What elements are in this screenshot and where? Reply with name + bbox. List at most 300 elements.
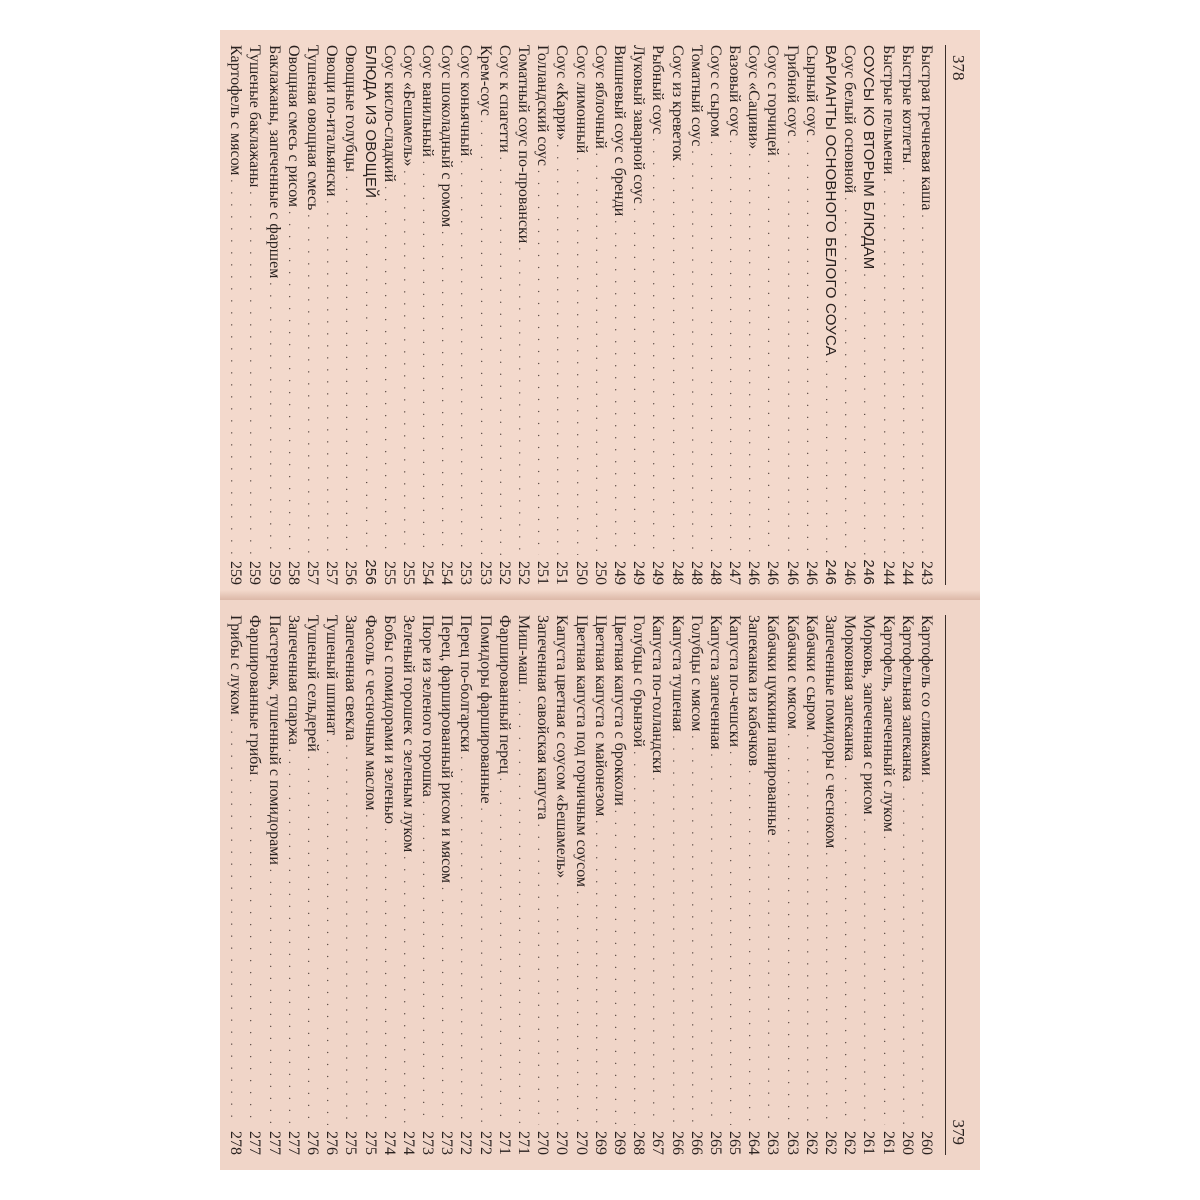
toc-entry — [687, 45, 706, 585]
toc-entry-title: Тушеные баклажаны — [246, 45, 264, 188]
toc-leader-dots — [781, 141, 800, 555]
toc-leader-dots — [877, 178, 896, 555]
toc-entry-title: Капуста по-голландски — [649, 615, 667, 774]
toc-entry — [591, 45, 610, 585]
toc-entry-page: 268 — [630, 1131, 648, 1155]
table-of-contents — [226, 615, 936, 1155]
toc-entry — [495, 45, 514, 585]
toc-entry-title: Бобы с помидорами и зеленью — [380, 615, 398, 824]
toc-leader-dots — [705, 754, 724, 1125]
toc-entry-title: Кабачки цуккини панированные — [764, 615, 782, 836]
toc-entry — [456, 45, 475, 585]
toc-entry-page: 246 — [783, 561, 801, 585]
toc-leader-dots — [379, 186, 398, 555]
toc-entry-title: Картофель со сливками — [918, 615, 935, 776]
toc-entry-page: 248 — [668, 561, 686, 585]
toc-leader-dots — [705, 141, 724, 555]
toc-entry-title: Голубцы с брынзой — [630, 615, 648, 748]
toc-leader-dots — [724, 751, 743, 1125]
toc-entry-page: 269 — [591, 1131, 609, 1155]
toc-entry-page: 254 — [419, 561, 437, 585]
toc-entry-page: 276 — [304, 1131, 321, 1155]
toc-leader-dots — [666, 165, 685, 555]
toc-entry-title: Соус белый основной — [841, 45, 859, 194]
toc-entry-page: 273 — [438, 1131, 456, 1155]
toc-entry — [552, 615, 571, 1155]
toc-entry-page: 246 — [822, 559, 840, 585]
toc-entry-page: 271 — [515, 1131, 533, 1155]
toc-entry-page: 263 — [764, 1131, 782, 1155]
toc-entry-title: СОУСЫ КО ВТОРЫМ БЛЮДАМ — [860, 45, 878, 270]
toc-leader-dots — [263, 869, 282, 1125]
toc-entry-page: 265 — [706, 1131, 724, 1155]
toc-entry-page: 259 — [265, 561, 283, 585]
toc-entry-title: Картофельная запеканка — [898, 615, 916, 782]
toc-entry-page: 270 — [534, 1131, 552, 1155]
toc-entry-title: Тушеный шпинат — [323, 615, 341, 735]
toc-entry-title: Картофель, запеченный с луком — [879, 615, 897, 832]
toc-entry-title: Запеканка из кабачков — [745, 615, 763, 767]
toc-leader-dots — [417, 801, 436, 1125]
toc-section-heading — [821, 45, 840, 585]
toc-entry-title: Капуста запеченная — [706, 615, 724, 750]
toc-entry-title: Луковый заварной соус — [630, 45, 648, 204]
toc-entry — [533, 45, 552, 585]
toc-leader-dots — [628, 751, 647, 1125]
toc-entry-title: Быстрые котлеты — [898, 45, 916, 164]
toc-leader-dots — [839, 197, 858, 555]
toc-entry-title: Фаршированные грибы — [246, 615, 264, 776]
toc-entry-page: 278 — [227, 1131, 245, 1155]
toc-entry-page: 246 — [860, 559, 878, 585]
toc-entry-title: Грибной соус — [783, 45, 801, 137]
toc-leader-dots — [244, 779, 263, 1125]
toc-entry — [456, 615, 475, 1155]
toc-leader-dots — [321, 739, 340, 1125]
toc-entry — [706, 45, 725, 585]
toc-entry — [418, 45, 437, 585]
toc-entry — [706, 615, 725, 1155]
toc-entry — [648, 45, 667, 585]
toc-leader-dots — [647, 777, 666, 1125]
toc-entry — [264, 615, 283, 1155]
toc-entry-title: ВАРИАНТЫ ОСНОВНОГО БЕЛОГО СОУСА — [822, 45, 840, 356]
toc-leader-dots — [436, 887, 455, 1125]
toc-entry-page: 272 — [476, 1131, 494, 1155]
toc-leader-dots — [820, 360, 839, 555]
toc-entry-page: 249 — [630, 561, 648, 585]
toc-entry-title: Перец, фаршированный рисом и мясом — [438, 615, 456, 884]
toc-entry — [284, 45, 303, 585]
toc-leader-dots — [647, 138, 666, 555]
toc-leader-dots — [225, 179, 244, 555]
toc-entry — [667, 45, 686, 585]
toc-entry-title: Быстрая гречневая каша — [918, 45, 935, 211]
toc-entry-page: 270 — [553, 1131, 571, 1155]
toc-entry-page: 246 — [802, 561, 820, 585]
toc-entry — [898, 45, 917, 585]
toc-entry — [629, 615, 648, 1155]
toc-entry-page: 251 — [553, 561, 571, 585]
toc-leader-dots — [590, 820, 609, 1125]
toc-entry-title: Грибы с луком — [227, 615, 245, 715]
toc-entry-title: Томатный соус по-провански — [515, 45, 533, 244]
toc-entry — [571, 45, 590, 585]
toc-entry-page: 262 — [802, 1131, 820, 1155]
toc-entry — [744, 45, 763, 585]
toc-entry-page: 255 — [380, 561, 398, 585]
toc-leader-dots — [494, 157, 513, 555]
toc-entry — [322, 45, 341, 585]
toc-leader-dots — [858, 818, 877, 1125]
toc-entry-title: Зеленый горошек с зеленым луком — [399, 615, 417, 853]
toc-entry-title: Капуста цветная с соусом «Бешамель» — [553, 615, 571, 879]
toc-entry-title: Помидоры фаршированные — [476, 615, 494, 804]
toc-entry-title: Кабачки с сыром — [802, 615, 820, 731]
toc-entry-page: 248 — [706, 561, 724, 585]
toc-entry-title: Голландский соус — [534, 45, 552, 166]
toc-entry-page: 252 — [515, 561, 533, 585]
toc-entry-page: 246 — [841, 561, 859, 585]
toc-entry-page: 252 — [495, 561, 513, 585]
toc-entry — [648, 615, 667, 1155]
page-number: 378 — [949, 55, 968, 81]
toc-entry-page: 266 — [668, 1131, 686, 1155]
toc-entry — [341, 615, 360, 1155]
toc-entry-page: 267 — [649, 1131, 667, 1155]
toc-entry-title: Соус «Сациви» — [745, 45, 763, 150]
toc-entry — [744, 615, 763, 1155]
toc-entry-title: Фаршированный перец — [495, 615, 513, 774]
toc-entry-page: 251 — [534, 561, 552, 585]
toc-entry — [380, 45, 399, 585]
toc-entry — [341, 45, 360, 585]
toc-entry-title: Голубцы с мясом — [687, 615, 705, 732]
toc-leader-dots — [474, 120, 493, 555]
toc-entry — [418, 615, 437, 1155]
toc-entry-page: 259 — [227, 561, 245, 585]
toc-entry-page: 260 — [898, 1131, 916, 1155]
toc-leader-dots — [743, 770, 762, 1125]
toc-entry-page: 264 — [745, 1131, 763, 1155]
toc-entry-title: Морковная запеканка — [841, 615, 859, 762]
toc-entry-title: Запеченная спаржа — [284, 615, 302, 745]
toc-entry-page: 259 — [246, 561, 264, 585]
toc-entry — [245, 45, 264, 585]
toc-entry-page: 265 — [726, 1131, 744, 1155]
toc-entry — [552, 45, 571, 585]
toc-entry-title: Соус кисло-сладкий — [380, 45, 398, 183]
toc-leader-dots — [590, 153, 609, 555]
toc-leader-dots — [801, 140, 820, 555]
toc-entry-title: Соус шоколадный с ромом — [438, 45, 456, 228]
toc-entry — [840, 615, 859, 1155]
toc-entry-title: Крем-соус — [476, 45, 494, 116]
toc-entry-page: 276 — [323, 1131, 341, 1155]
toc-entry — [859, 615, 878, 1155]
toc-leader-dots — [897, 786, 916, 1125]
toc-entry-page: 269 — [611, 1131, 628, 1155]
toc-entry-title: Соус коньячный — [457, 45, 475, 157]
toc-leader-dots — [781, 733, 800, 1125]
toc-entry-title: Запеченные помидоры с чесноком — [822, 615, 840, 849]
toc-entry-page: 246 — [764, 561, 782, 585]
toc-leader-dots — [455, 160, 474, 555]
toc-entry-title: Картофель с мясом — [227, 45, 245, 176]
toc-entry-title: Миш-маш — [515, 615, 533, 685]
toc-entry-title: Баклажаны, запеченные с фаршем — [265, 45, 283, 279]
toc-entry-title: Фасоль с чесночным маслом — [361, 615, 379, 811]
toc-entry — [399, 615, 418, 1155]
toc-entry — [476, 45, 495, 585]
toc-entry-title: Соус лимонный — [572, 45, 590, 154]
toc-entry-title: Вишневый соус с бренди — [611, 45, 628, 217]
toc-leader-dots — [494, 778, 513, 1125]
toc-entry — [783, 615, 802, 1155]
toc-entry-title: БЛЮДА ИЗ ОВОЩЕЙ — [361, 45, 379, 199]
toc-leader-dots — [283, 211, 302, 555]
toc-leader-dots — [666, 736, 685, 1125]
toc-entry — [360, 615, 379, 1155]
toc-entry — [591, 615, 610, 1155]
toc-leader-dots — [359, 814, 378, 1125]
toc-entry — [437, 615, 456, 1155]
toc-leader-dots — [340, 176, 359, 555]
toc-entry — [610, 615, 629, 1155]
toc-leader-dots — [877, 836, 896, 1125]
toc-entry-title: Быстрые пельмени — [879, 45, 897, 175]
toc-entry-page: 248 — [687, 561, 705, 585]
toc-leader-dots — [743, 153, 762, 555]
toc-leader-dots — [628, 208, 647, 555]
header-rule — [945, 45, 946, 585]
toc-leader-dots — [379, 828, 398, 1125]
page-number: 379 — [949, 1119, 968, 1145]
toc-entry — [725, 45, 744, 585]
toc-entry-title: Тушеный сельдерей — [304, 615, 321, 752]
toc-entry — [763, 45, 782, 585]
toc-leader-dots — [263, 282, 282, 555]
toc-entry — [667, 615, 686, 1155]
toc-leader-dots — [839, 765, 858, 1125]
toc-entry-title: Цветная капуста с брокколи — [611, 615, 628, 806]
toc-entry — [284, 615, 303, 1155]
toc-leader-dots — [724, 140, 743, 555]
toc-leader-dots — [551, 144, 570, 555]
toc-leader-dots — [858, 273, 877, 555]
toc-entry-title: Запеченная савойская капуста — [534, 615, 552, 820]
toc-entry-page: 255 — [399, 561, 417, 585]
toc-entry-title: Капуста тушеная — [668, 615, 686, 732]
toc-entry-title: Соус «Бешамель» — [399, 45, 417, 167]
toc-entry — [495, 615, 514, 1155]
toc-leader-dots — [321, 200, 340, 555]
toc-entry-page: 273 — [419, 1131, 437, 1155]
toc-leader-dots — [225, 719, 244, 1125]
toc-entry — [821, 615, 840, 1155]
toc-entry — [802, 45, 821, 585]
toc-entry-title: Пастернак, тушенный с помидорами — [265, 615, 283, 865]
toc-leader-dots — [609, 810, 628, 1125]
toc-leader-dots — [436, 231, 455, 555]
toc-entry-title: Сырный соус — [802, 45, 820, 136]
toc-entry — [687, 615, 706, 1155]
toc-entry-page: 262 — [841, 1131, 859, 1155]
toc-entry-page: 274 — [399, 1131, 417, 1155]
toc-entry-title: Перец по-болгарски — [457, 615, 475, 753]
toc-entry — [245, 615, 264, 1155]
toc-entry-title: Цветная капуста под горчичным соусом — [572, 615, 590, 888]
toc-entry-page: 262 — [822, 1131, 840, 1155]
toc-entry — [303, 45, 322, 585]
toc-entry-page: 260 — [918, 1131, 935, 1155]
toc-entry — [514, 615, 533, 1155]
toc-entry-page: 258 — [284, 561, 302, 585]
toc-entry-page: 271 — [495, 1131, 513, 1155]
toc-leader-dots — [513, 689, 532, 1125]
toc-entry-page: 250 — [591, 561, 609, 585]
header-rule — [945, 615, 946, 1155]
toc-entry-title: Пюре из зеленого горошка — [419, 615, 437, 797]
toc-entry-page: 257 — [323, 561, 341, 585]
toc-leader-dots — [609, 220, 628, 555]
toc-leader-dots — [532, 824, 551, 1125]
toc-entry-title: Соус с горчицей — [764, 45, 782, 156]
toc-leader-dots — [513, 247, 532, 555]
toc-leader-dots — [359, 202, 378, 555]
toc-leader-dots — [340, 744, 359, 1125]
toc-entry-page: 277 — [246, 1131, 264, 1155]
toc-entry-title: Запеченная свекла — [342, 615, 360, 741]
toc-leader-dots — [762, 160, 781, 555]
toc-leader-dots — [398, 856, 417, 1125]
toc-leader-dots — [532, 170, 551, 555]
toc-leader-dots — [244, 191, 263, 555]
toc-entry-page: 277 — [265, 1131, 283, 1155]
toc-entry-title: Базовый соус — [726, 45, 744, 136]
toc-section-heading — [859, 45, 878, 585]
toc-entry-title: Цветная капуста с майонезом — [591, 615, 609, 817]
toc-leader-dots — [474, 808, 493, 1125]
toc-entry — [878, 615, 897, 1155]
toc-entry-page: 250 — [572, 561, 590, 585]
toc-entry — [917, 615, 936, 1155]
toc-entry — [514, 45, 533, 585]
toc-entry-page: 246 — [745, 561, 763, 585]
table-of-contents — [226, 45, 936, 585]
toc-entry-page: 244 — [898, 561, 916, 585]
toc-entry-title: Томатный соус — [687, 45, 705, 147]
toc-entry-title: Кабачки с мясом — [783, 615, 801, 730]
toc-entry — [437, 45, 456, 585]
toc-leader-dots — [551, 882, 570, 1125]
toc-entry — [917, 45, 936, 585]
toc-entry — [226, 615, 245, 1155]
toc-entry — [725, 615, 744, 1155]
right-page — [220, 600, 980, 1170]
toc-entry-title: Соус из креветок — [668, 45, 686, 162]
toc-entry-page: 249 — [649, 561, 667, 585]
toc-entry-title: Овощные голубцы — [342, 45, 360, 172]
toc-entry-page: 247 — [726, 561, 744, 585]
toc-leader-dots — [762, 840, 781, 1125]
toc-entry-title: Соус с сыром — [706, 45, 724, 137]
toc-entry-page: 274 — [380, 1131, 398, 1155]
toc-entry-title: Капуста по-чешски — [726, 615, 744, 748]
toc-entry — [878, 45, 897, 585]
toc-section-heading — [360, 45, 379, 585]
toc-entry-page: 253 — [476, 561, 494, 585]
toc-entry — [898, 615, 917, 1155]
toc-entry — [380, 615, 399, 1155]
toc-entry-title: Тушеная овощная смесь — [304, 45, 321, 211]
toc-entry-title: Соус яблочный — [591, 45, 609, 149]
toc-leader-dots — [570, 157, 589, 555]
toc-entry-page: 256 — [342, 561, 360, 585]
toc-leader-dots — [916, 215, 935, 555]
toc-entry — [840, 45, 859, 585]
toc-leader-dots — [417, 161, 436, 555]
toc-entry — [303, 615, 322, 1155]
left-page — [220, 30, 980, 600]
toc-leader-dots — [916, 780, 935, 1125]
toc-leader-dots — [398, 170, 417, 555]
toc-entry-page: 244 — [879, 561, 897, 585]
toc-entry-title: Овощная смесь с рисом — [284, 45, 302, 208]
toc-entry-page: 243 — [918, 561, 935, 585]
left-page-content — [227, 45, 970, 585]
toc-leader-dots — [801, 734, 820, 1125]
toc-entry-title: Морковь, запеченная с рисом — [860, 615, 878, 815]
toc-entry-page: 261 — [879, 1131, 897, 1155]
toc-entry — [629, 45, 648, 585]
toc-entry — [322, 615, 341, 1155]
toc-entry — [226, 45, 245, 585]
toc-entry — [763, 615, 782, 1155]
right-page-content — [227, 615, 970, 1155]
toc-leader-dots — [686, 735, 705, 1125]
toc-entry-page: 270 — [572, 1131, 590, 1155]
toc-entry-page: 266 — [687, 1131, 705, 1155]
toc-leader-dots — [570, 891, 589, 1125]
toc-entry — [476, 615, 495, 1155]
toc-leader-dots — [820, 852, 839, 1125]
toc-entry-title: Соус ванильный — [419, 45, 437, 157]
toc-leader-dots — [283, 749, 302, 1125]
toc-entry-page: 277 — [284, 1131, 302, 1155]
toc-entry-page: 253 — [457, 561, 475, 585]
toc-entry — [571, 615, 590, 1155]
toc-entry-page: 275 — [361, 1131, 379, 1155]
toc-leader-dots — [686, 150, 705, 555]
toc-entry-page: 263 — [783, 1131, 801, 1155]
toc-leader-dots — [302, 756, 321, 1125]
toc-entry-title: Рыбный соус — [649, 45, 667, 135]
toc-entry-page: 256 — [361, 559, 379, 585]
toc-leader-dots — [302, 214, 321, 555]
toc-entry — [533, 615, 552, 1155]
toc-entry — [610, 45, 629, 585]
toc-entry-title: Соус «Карри» — [553, 45, 571, 141]
toc-leader-dots — [897, 167, 916, 555]
toc-entry-page: 275 — [342, 1131, 360, 1155]
toc-entry — [802, 615, 821, 1155]
toc-entry-page: 254 — [438, 561, 456, 585]
toc-leader-dots — [455, 756, 474, 1125]
toc-entry-page: 261 — [860, 1131, 878, 1155]
toc-entry — [399, 45, 418, 585]
toc-entry-page: 257 — [304, 561, 321, 585]
